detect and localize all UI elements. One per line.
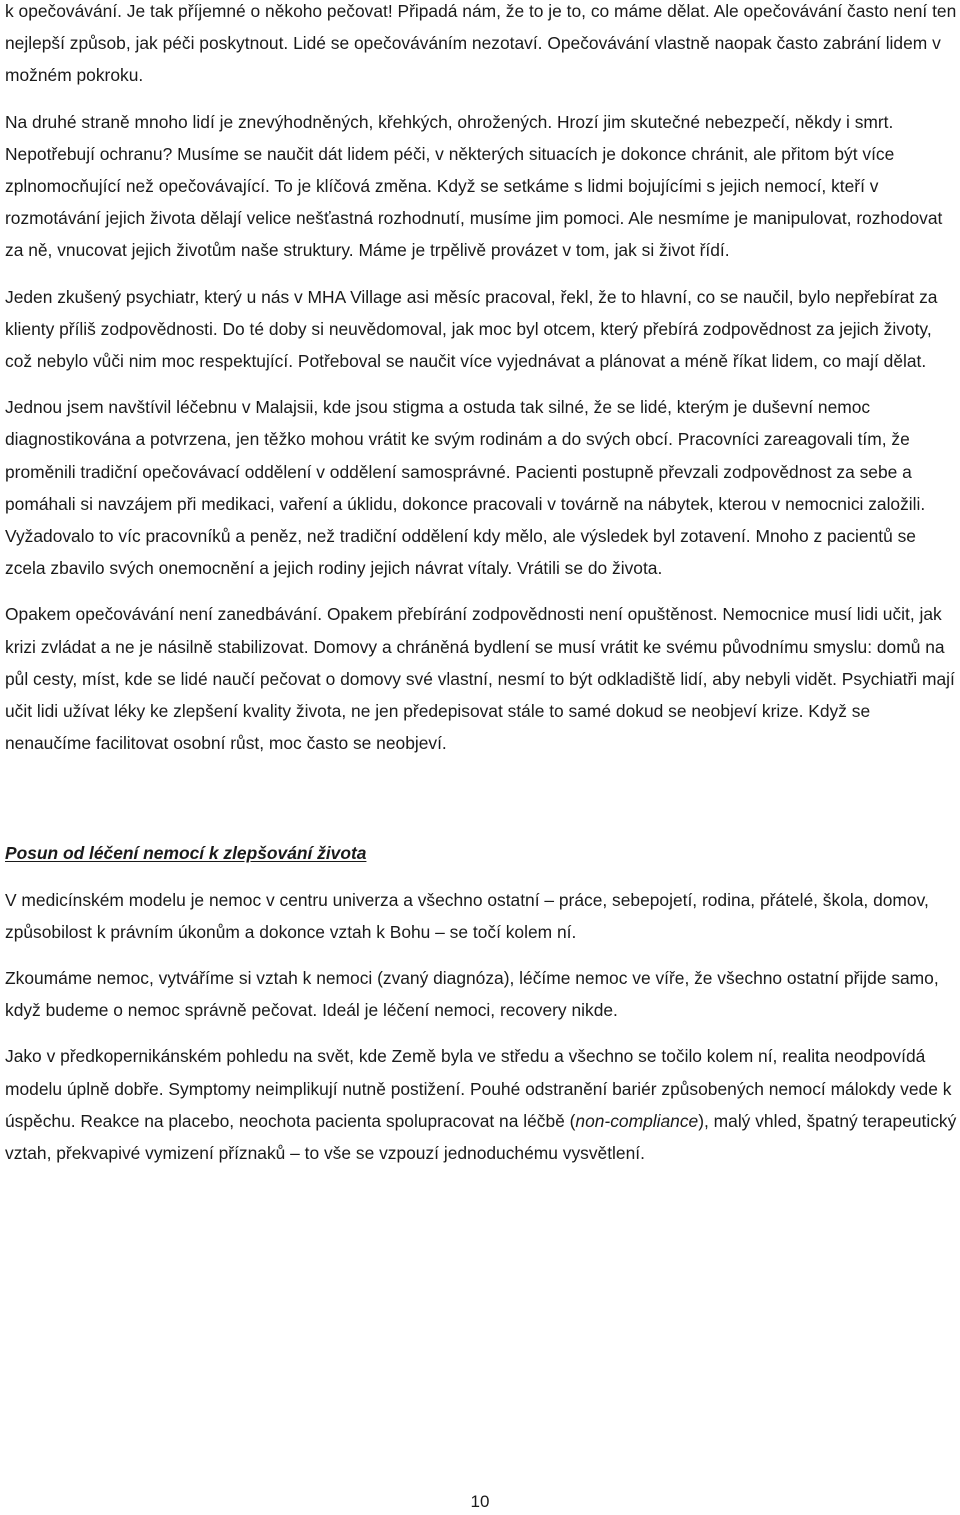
section-heading: Posun od léčení nemocí k zlepšování života (5, 843, 367, 864)
section-paragraph-2: Zkoumáme nemoc, vytváříme si vztah k nemoci (zvaný diagnóza), léčíme nemoc ve víře, že všechno ostatní přijde samo, když budeme o nemoc správně pečovat. Ideál je léčení nemoci, recovery nikde. (5, 968, 939, 1021)
section-paragraph-3 (5, 1040, 957, 1169)
non-compliance-term: non-compliance (575, 1110, 699, 1131)
section-paragraph-3-part-1: Jako v předkopernikánském pohledu na svět, kde Země byla ve středu a všechno se točilo kolem ní, realita neodpovídá modelu úplně dobře. Symptomy neimplikují nutně postižení. Pouhé odstranění bariér způsobených nemocí málokdy vede k úspěchu. Reakce na placebo, neochota pacienta spolupracovat na léčbě ( (5, 1046, 952, 1131)
paragraph-2: Na druhé straně mnoho lidí je znevýhodněných, křehkých, ohrožených. Hrozí jim skutečné nebezpečí, někdy i smrt. Nepotřebují ochranu? Musíme se naučit dát lidem péči, v některých situacích je dokonce chránit, ale přitom být více zplnomocňující než opečovávající. To je klíčová změna. Když se setkáme s lidmi bojujícími s jejich nemocí, kteří v rozmotávání jejich života dělají velice nešťastná rozhodnutí, musíme jim pomoci. Ale nesmíme je manipulovat, rozhodovat za ně, vnucovat jejich životům naše struktury. Máme je trpělivě provázet v tom, jak si život řídí. (5, 111, 943, 261)
paragraph-3: Jeden zkušený psychiatr, který u nás v MHA Village asi měsíc pracoval, řekl, že to hlavní, co se naučil, bylo nepřebírat za klienty příliš zodpovědnosti. Do té doby si neuvědomoval, jak moc byl otcem, který přebírá zodpovědnost za jejich životy, což nebylo vůči nim moc respektující. Potřeboval se naučit více vyjednávat a plánovat a méně říkat lidem, co mají dělat. (5, 286, 938, 372)
paragraph-4: Jednou jsem navštívil léčebnu v Malajsii, kde jsou stigma a ostuda tak silné, že se lidé, kterým je duševní nemoc diagnostikována a potvrzena, jen těžko mohou vrátit ke svým rodinám a do svých obcí. Pracovníci zareagovali tím, že proměnili tradiční opečovávací oddělení v oddělení samosprávné. Pacienti postupně převzali zodpovědnost za sebe a pomáhali si navzájem při medikaci, vaření a úklidu, dokonce pracovali v továrně na nábytek, kterou v nemocnici založili. Vyžadovalo to víc pracovníků a peněz, než tradiční oddělení kdy mělo, ale výsledek byl zotavení. Mnoho z pacientů se zcela zbavilo svých onemocnění a jejich rodiny jejich návrat vítaly. Vrátili se do života. (5, 397, 926, 579)
paragraph-5: Opakem opečovávání není zanedbávání. Opakem přebírání zodpovědnosti není opuštěnost. Nemocnice musí lidi učit, jak krizi zvládat a ne je násilně stabilizovat. Domovy a chráněná bydlení se musí vrátit ke svému původnímu smyslu: domů na půl cesty, míst, kde se lidé naučí pečovat o domovy své vlastní, nesmí to být odkladiště lidí, aby nebyli vidět. Psychiatři mají učit lidi užívat léky ke zlepšení kvality života, ne jen předepisovat stále to samé dokud se neobjeví krize. Když se nenaučíme facilitovat osobní růst, moc často se neobjeví. (5, 604, 955, 754)
paragraph-1: k opečovávání. Je tak příjemné o někoho pečovat! Připadá nám, že to je to, co máme dělat. Ale opečovávání často není ten nejlepší způsob, jak péči poskytnout. Lidé se opečováváním nezotaví. Opečovávání vlastně naopak často zabrání lidem v možném pokroku. (5, 1, 957, 86)
section-paragraph-3-part-2: ), malý vhled, špatný terapeutický vztah, překvapivé vymizení příznaků – to vše se vzpouzí jednoduchému vysvětlení. (5, 1110, 957, 1164)
page-number: 10 (470, 1492, 490, 1511)
document-page (5, 0, 957, 1169)
section-paragraph-1: V medicínském modelu je nemoc v centru univerza a všechno ostatní – práce, sebepojetí, rodina, přátelé, škola, domov, způsobilost k právním úkonům a dokonce vztah k Bohu – se točí kolem ní. (5, 889, 929, 942)
